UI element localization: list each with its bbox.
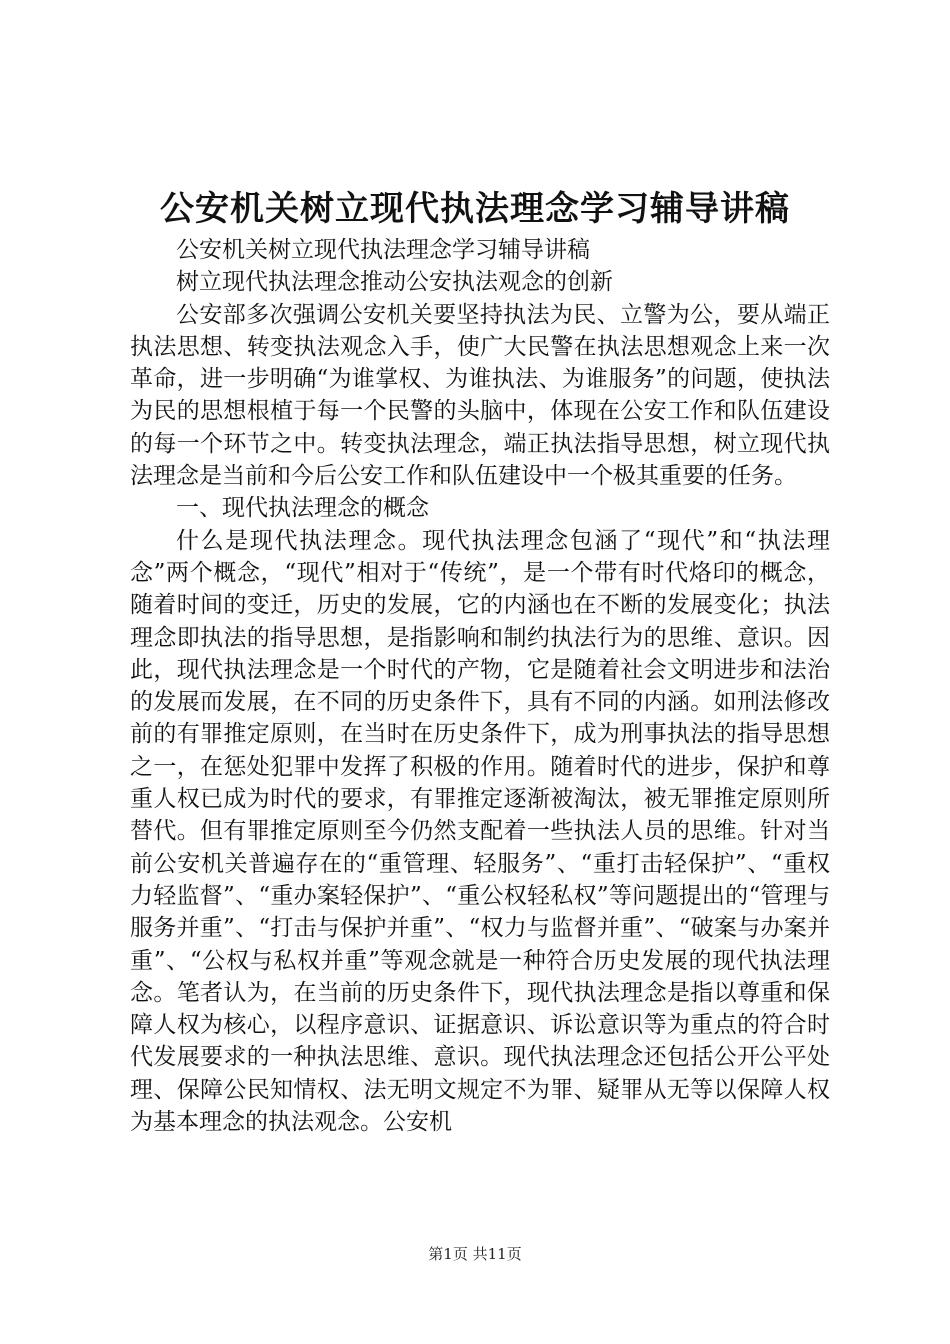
paragraph-heading-repeat: 公安机关树立现代执法理念学习辅导讲稿 [176,237,590,263]
paragraph-concept: 什么是现代执法理念。现代执法理念包涵了“现代”和“执法理念”两个概念，“现代”相对于“传统”，是一个带有时代烙印的概念，随着时间的变迁，历史的发展，它的内涵也在不断的发展变化；执法理念即执法的指导思想，是指影响和制约执法行为的思维、意识。因此，现代执法理念是一个时代的产物，它是随着社会文明进步和法治的发展而发展，在不同的历史条件下，具有不同的内涵。如刑法修改前的有罪推定原则，在当时在历史条件下，成为刑事执法的指导思想之一，在惩处犯罪中发挥了积极的作用。随着时代的进步，保护和尊重人权已成为时代的要求，有罪推定逐渐被淘汰，被无罪推定原则所替代。但有罪推定原则至今仍然支配着一些执法人员的思维。针对当前公安机关普遍存在的“重管理、轻服务”、“重打击轻保护”、“重权力轻监督”、“重办案轻保护”、“重公权轻私权”等问题提出的“管理与服务并重”、“打击与保护并重”、“权力与监督并重”、“破案与办案并重”、“公权与私权并重”等观念就是一种符合历史发展的现代执法理念。笔者认为，在当前的历史条件下，现代执法理念是指以尊重和保障人权为核心，以程序意识、证据意识、诉讼意识等为重点的符合时代发展要求的一种执法思维、意识。现代执法理念还包括公开公平处理、保障公民知情权、法无明文规定不为罪、疑罪从无等以保障人权为基本理念的执法观念。公安机 [130,527,830,1136]
paragraph-subtitle: 树立现代执法理念推动公安执法观念的创新 [176,269,613,296]
paragraph-intro: 公安部多次强调公安机关要坚持执法为民、立警为公，要从端正执法思想、转变执法观念入手，使广大民警在执法思想观念上来一次革命，进一步明确“为谁掌权、为谁执法、为谁服务”的问题，使执法为民的思想根植于每一个民警的头脑中，体现在公安工作和队伍建设的每一个环节之中。转变执法理念，端正执法指导思想，树立现代执法理念是当前和今后公安工作和队伍建设中一个极其重要的任务。 [130,301,830,490]
section-heading-1: 一、现代执法理念的概念 [176,495,429,522]
document-title: 公安机关树立现代执法理念学习辅导讲稿 [160,189,790,229]
document-body [130,234,830,1138]
page-footer: 第1页 共11页 [428,1245,522,1263]
